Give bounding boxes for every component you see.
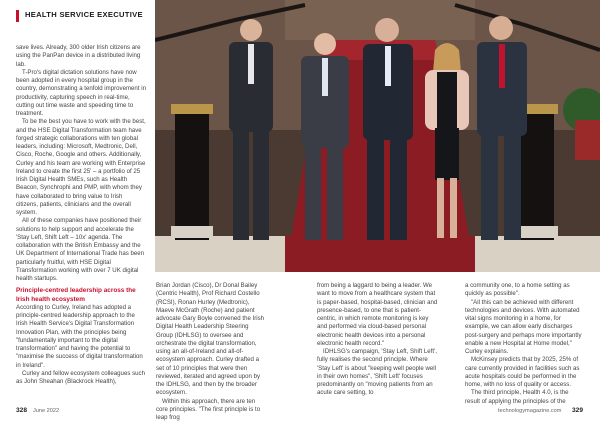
section-title: HEALTH SERVICE EXECUTIVE (25, 10, 143, 19)
paragraph: Brian Jordan (Cisco), Dr Donal Bailey (Centric Health), Prof Richard Costello (RCSI), Ronan Hurley (Medtronic), Maeve McGrath (Roche) and patient advocate Gary Boyle convened the Irish Digital Health Leadership Steering Group (IDHLSG) to oversee and orchestrate the digital transformation, using an all-of-Ireland and all-of-ecosystem approach. Curley drafted a set of 10 principles that were then reviewed, iterated and agreed upon by the IDHLSG, and then by the broader ecosystem. (156, 282, 265, 397)
text-column-4 (465, 282, 585, 406)
section-accent-bar (16, 10, 19, 22)
paragraph: The third principle, Health 4.0, is the result of applying the principles of the (465, 389, 569, 405)
paragraph: All of these companies have positioned their solutions to help support and accelerate the 'Stay Left, Shift Left – 10x' agenda. The collaboration with the British Embassy and the UK Department of International Trade has been particularly fruitful, with HSE Digital Transformation working with over 7 UK digital health startups. (16, 217, 145, 282)
paragraph: Within this approach, there are ten core principles. "The first principle is to leap frog (156, 397, 261, 421)
paragraph: McKinsey predicts that by 2025, 25% of care currently provided in facilities such as acute hospitals could be performed in the home, with no loss of quality or access. (465, 356, 580, 388)
paragraph: To be the best you have to work with the best, and the HSE Digital Transformation team have forged strategic collaborations with ten global leaders, including: Microsoft, Medtronic, Dell, Cisco, Roche, Google and others. Additionally, Curley and his team are working with Enterprise Ireland to create the first 25' – a portfolio of 25 Irish Digital Health SMEs, such as Health Beacon, Synchrophi and PMP, with whom they have collaborated to bring value to Irish citizens, patients, clinicians and the overall system. (16, 118, 146, 216)
paragraph: from being a laggard to being a leader. We want to move from a healthcare system that is paper-based, hospital-based, clinician and presence-based, to one that is patient-centric, in which remote monitoring is key and performed via cloud-based personal electronic health devices into a personal electronic health record." (317, 282, 438, 347)
text-column-3 (317, 282, 440, 398)
website-link[interactable]: technologymagazine.com (498, 408, 562, 414)
right-page-number: 329 (572, 407, 584, 414)
text-column-2 (156, 282, 266, 422)
paragraph: Curley and fellow ecosystem colleagues such as John Sheahan (Blackrock Health), (16, 369, 145, 385)
left-page-number: 328 (16, 407, 28, 414)
subheading: Principle-centred leadership across the Irish health ecosystem (16, 287, 136, 303)
issue-date: June 2022 (33, 408, 60, 414)
paragraph: save lives. Already, 300 older Irish citizens are using the PanPan device in a distributed living lab. (16, 44, 141, 68)
paragraph: IDHLSG's campaign, 'Stay Left, Shift Left', fully realises the second principle. Where 'Stay Left' is about "keeping well people well in their own homes", 'Shift Left' focuses predominantly on "moving patients from an acute care setting, to (317, 348, 437, 397)
left-text-column (16, 44, 146, 386)
paragraph: T-Pro's digital dictation solutions have now been adopted in every hospital group in the country, demonstrating a tenfold improvement in productivity, capturing speech in real-time, cutting out time waste and speeding time to treatment. (16, 68, 146, 117)
paragraph: "All this can be achieved with different technologies and devices. With automated vital signs monitoring in a home, for example, we can allow early discharges post-surgery and perhaps more importantly enable a new Hospital at Home model," Curley explains. (465, 298, 582, 355)
paragraph: a community one, to a home setting as quickly as possible". (465, 282, 570, 298)
paragraph: According to Curley, Ireland has adopted a principle-centred leadership approach to the Irish Health Service's Digital Transformation Innovation Plan, with the principles being "fundamentally important to the digital transformation" and having the potential to "maximise the success of digital transformation in Ireland". (16, 303, 143, 369)
section-header (16, 8, 144, 26)
group-photo (155, 0, 600, 272)
